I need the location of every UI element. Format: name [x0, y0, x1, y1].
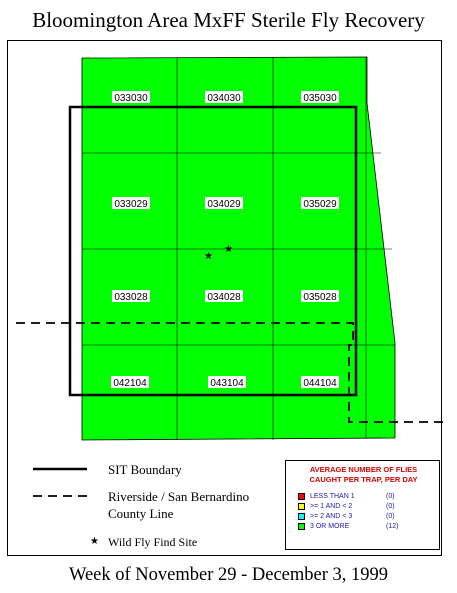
swatch-yellow [298, 503, 305, 510]
grid-cell-label: 044104 [303, 378, 337, 389]
catch-legend-row-label: >= 2 AND < 3 [310, 513, 353, 520]
catch-legend-row-count: (0) [386, 513, 395, 520]
legend-wild-fly-label: Wild Fly Find Site [108, 535, 198, 549]
grid-cell-label: 034029 [207, 199, 241, 210]
catch-legend-box [285, 460, 440, 550]
week-footer: Week of November 29 - December 3, 1999 [68, 565, 389, 585]
grid-cell-label: 033029 [114, 199, 148, 210]
catch-legend-row-label: >= 1 AND < 2 [310, 503, 353, 510]
grid-cell-label: 033030 [114, 93, 148, 104]
swatch-green [298, 523, 305, 530]
grid-cell-label: 042104 [113, 378, 147, 389]
grid-cell-label: 034028 [207, 292, 241, 303]
grid-cell-label: 035030 [303, 93, 337, 104]
swatch-red [298, 493, 305, 500]
catch-legend-row-label: 3 OR MORE [310, 523, 350, 530]
swatch-cyan [298, 513, 305, 520]
wild-fly-site-marker: ★ [204, 251, 213, 262]
catch-legend-row-count: (12) [386, 523, 399, 530]
grid-cell-label: 043104 [210, 378, 244, 389]
catch-legend-row-count: (0) [386, 493, 395, 500]
grid-cell-label: 033028 [114, 292, 148, 303]
legend-county-line-label-1: Riverside / San Bernardino [108, 489, 250, 504]
legend-wild-fly-star-icon: ★ [90, 536, 99, 547]
legend-county-line-label-2: County Line [108, 506, 174, 521]
map-title: Bloomington Area MxFF Sterile Fly Recovery [32, 8, 425, 32]
catch-legend-title [286, 465, 441, 485]
grid-cell-label: 035029 [303, 199, 337, 210]
grid-cell-label: 035028 [303, 292, 337, 303]
legend-sit-boundary-label: SIT Boundary [108, 462, 182, 477]
grid-cell-label: 034030 [207, 93, 241, 104]
catch-legend-row-label: LESS THAN 1 [310, 493, 355, 500]
wild-fly-site-marker: ★ [224, 244, 233, 255]
catch-legend-title-line2: CAUGHT PER TRAP, PER DAY [309, 475, 418, 484]
catch-legend-title-line1: AVERAGE NUMBER OF FLIES [309, 465, 418, 474]
catch-legend-row-count: (0) [386, 503, 395, 510]
